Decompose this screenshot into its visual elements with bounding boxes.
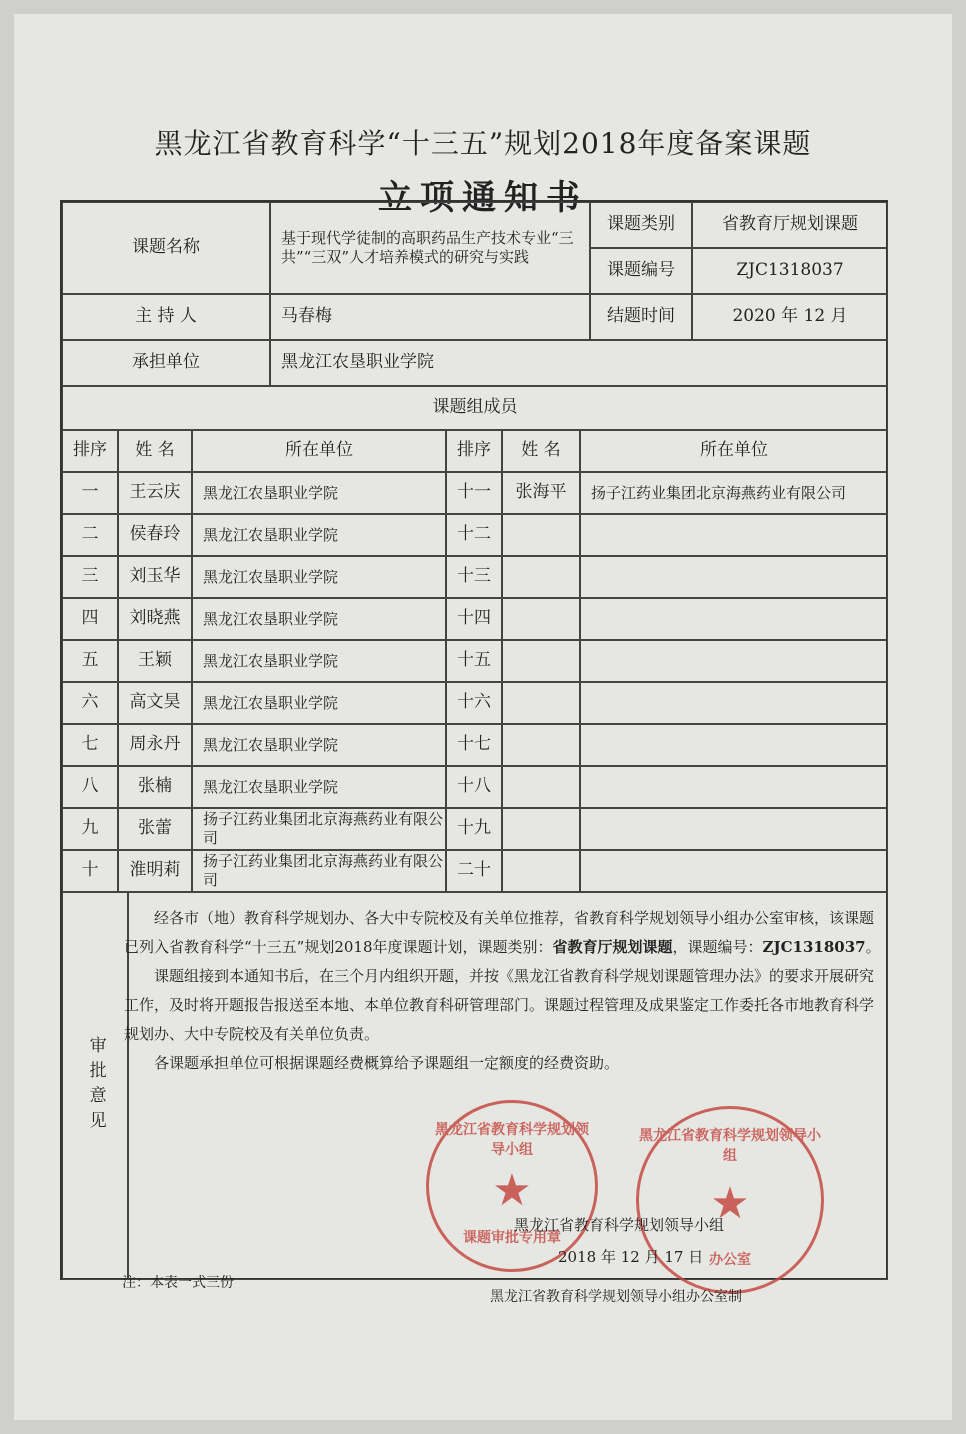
member-name2-cell xyxy=(502,514,580,556)
member-unit-cell: 黑龙江农垦职业学院 xyxy=(192,514,446,556)
member-name-cell: 张蕾 xyxy=(118,808,192,850)
member-unit2-cell xyxy=(580,850,888,892)
member-no2-cell: 十九 xyxy=(446,808,502,850)
approval-label: 审批意见 xyxy=(62,892,128,1280)
member-unit2-cell xyxy=(580,766,888,808)
member-no2-cell: 十五 xyxy=(446,640,502,682)
member-unit2-cell xyxy=(580,556,888,598)
member-name-cell: 周永丹 xyxy=(118,724,192,766)
host-label: 主 持 人 xyxy=(62,294,270,340)
document-subtitle: 立项通知书 xyxy=(378,178,588,218)
member-no2-cell: 十三 xyxy=(446,556,502,598)
members-title: 课题组成员 xyxy=(62,386,888,430)
member-no2-cell: 十六 xyxy=(446,682,502,724)
member-unit-cell: 黑龙江农垦职业学院 xyxy=(192,556,446,598)
member-name2-cell: 张海平 xyxy=(502,472,580,514)
member-unit-cell: 黑龙江农垦职业学院 xyxy=(192,598,446,640)
member-no2-cell: 十七 xyxy=(446,724,502,766)
header-no-2: 排序 xyxy=(446,430,502,472)
member-no2-cell: 十八 xyxy=(446,766,502,808)
approval-text xyxy=(124,904,884,1078)
member-unit-cell: 黑龙江农垦职业学院 xyxy=(192,724,446,766)
member-unit2-cell xyxy=(580,598,888,640)
member-unit-cell: 黑龙江农垦职业学院 xyxy=(192,682,446,724)
header-name-2: 姓 名 xyxy=(502,430,580,472)
member-no-cell: 一 xyxy=(62,472,118,514)
project-name-label: 课题名称 xyxy=(62,202,270,294)
document-page xyxy=(14,14,952,1420)
approval-paragraph-1: 经各市（地）教育科学规划办、各大中专院校及有关单位推荐，省教育科学规划领导小组办公室审核，该课题已列入省教育科学“十三五”规划2018年度课题计划，课题类别：省教育厅规划课题，课题编号：ZJC1318037。 xyxy=(124,909,881,956)
footer-note: 注：本表一式三份 xyxy=(122,1275,234,1291)
member-unit2-cell xyxy=(580,724,888,766)
member-no2-cell: 二十 xyxy=(446,850,502,892)
approval-paragraph-3: 各课题承担单位可根据课题经费概算给予课题组一定额度的经费资助。 xyxy=(154,1054,620,1072)
member-unit-cell: 扬子江药业集团北京海燕药业有限公司 xyxy=(192,850,446,892)
code-value: ZJC1318037 xyxy=(692,248,888,294)
member-name2-cell xyxy=(502,724,580,766)
unit-label: 承担单位 xyxy=(62,340,270,386)
member-unit2-cell xyxy=(580,682,888,724)
member-no2-cell: 十二 xyxy=(446,514,502,556)
member-no-cell: 四 xyxy=(62,598,118,640)
project-name-value: 基于现代学徒制的高职药品生产技术专业“三共”“三双”人才培养模式的研究与实践 xyxy=(270,202,590,294)
member-name-cell: 刘玉华 xyxy=(118,556,192,598)
member-name2-cell xyxy=(502,850,580,892)
host-value: 马春梅 xyxy=(270,294,590,340)
member-name-cell: 张楠 xyxy=(118,766,192,808)
member-unit-cell: 黑龙江农垦职业学院 xyxy=(192,472,446,514)
category-label: 课题类别 xyxy=(590,202,692,248)
footer-maker: 黑龙江省教育科学规划领导小组办公室制 xyxy=(490,1289,742,1305)
approval-seal-stamp: 黑龙江省教育科学规划领导小组 ★ 课题审批专用章 xyxy=(426,1100,598,1272)
member-no-cell: 十 xyxy=(62,850,118,892)
member-name-cell: 侯春玲 xyxy=(118,514,192,556)
member-unit-cell: 黑龙江农垦职业学院 xyxy=(192,766,446,808)
header-name: 姓 名 xyxy=(118,430,192,472)
unit-value: 黑龙江农垦职业学院 xyxy=(270,340,888,386)
member-no-cell: 三 xyxy=(62,556,118,598)
member-name-cell: 王云庆 xyxy=(118,472,192,514)
member-unit2-cell xyxy=(580,808,888,850)
code-label: 课题编号 xyxy=(590,248,692,294)
member-no-cell: 六 xyxy=(62,682,118,724)
header-no: 排序 xyxy=(62,430,118,472)
approval-paragraph-2: 课题组接到本通知书后，在三个月内组织开题，并按《黑龙江省教育科学规划课题管理办法》的要求开展研究工作，及时将开题报告报送至本地、本单位教育科研管理部门。课题过程管理及成果鉴定工作委托各市地教育科学规划办、大中专院校及有关单位负责。 xyxy=(124,967,875,1043)
member-name2-cell xyxy=(502,682,580,724)
member-no-cell: 九 xyxy=(62,808,118,850)
approval-signer: 黑龙江省教育科学规划领导小组 xyxy=(514,1216,725,1234)
office-seal-stamp: 黑龙江省教育科学规划领导小组 ★ 办公室 xyxy=(636,1106,824,1294)
member-no2-cell: 十四 xyxy=(446,598,502,640)
member-name2-cell xyxy=(502,556,580,598)
document-title: 黑龙江省教育科学“十三五”规划2018年度备案课题 xyxy=(154,127,812,160)
member-name2-cell xyxy=(502,808,580,850)
header-unit-2: 所在单位 xyxy=(580,430,888,472)
member-no2-cell: 十一 xyxy=(446,472,502,514)
approval-date: 2018 年 12 月 17 日 xyxy=(558,1248,704,1266)
member-no-cell: 五 xyxy=(62,640,118,682)
member-unit-cell: 黑龙江农垦职业学院 xyxy=(192,640,446,682)
member-name-cell: 刘晓燕 xyxy=(118,598,192,640)
member-no-cell: 八 xyxy=(62,766,118,808)
member-no-cell: 七 xyxy=(62,724,118,766)
category-value: 省教育厅规划课题 xyxy=(692,202,888,248)
member-name2-cell xyxy=(502,640,580,682)
end-time-value: 2020 年 12 月 xyxy=(692,294,888,340)
member-unit2-cell xyxy=(580,514,888,556)
member-name2-cell xyxy=(502,598,580,640)
member-name-cell: 淮明莉 xyxy=(118,850,192,892)
member-unit2-cell xyxy=(580,640,888,682)
member-name-cell: 王颖 xyxy=(118,640,192,682)
member-unit2-cell: 扬子江药业集团北京海燕药业有限公司 xyxy=(580,472,888,514)
member-name-cell: 高文昊 xyxy=(118,682,192,724)
member-name2-cell xyxy=(502,766,580,808)
end-time-label: 结题时间 xyxy=(590,294,692,340)
member-unit-cell: 扬子江药业集团北京海燕药业有限公司 xyxy=(192,808,446,850)
header-unit: 所在单位 xyxy=(192,430,446,472)
member-no-cell: 二 xyxy=(62,514,118,556)
